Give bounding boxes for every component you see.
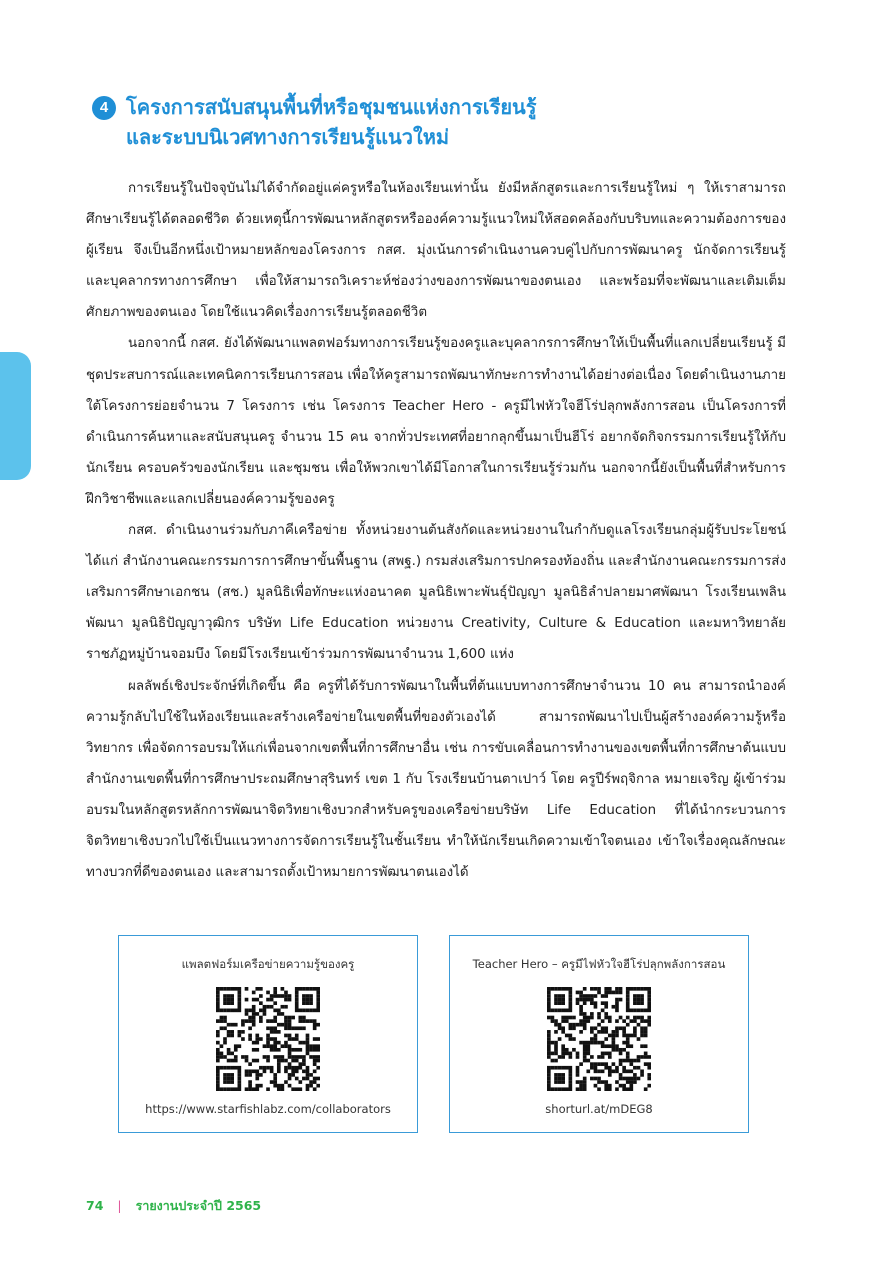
qr-code-icon[interactable] <box>216 987 320 1091</box>
page-number: 74 <box>86 1198 104 1213</box>
qr-card-teacher-hero <box>449 935 749 1133</box>
body-text <box>86 173 786 888</box>
section-title-line-1: โครงการสนับสนุนพื้นที่หรือชุมชนแห่งการเรียนรู้ <box>126 95 537 119</box>
qr-url-link[interactable]: https://www.starfishlabz.com/collaborators <box>145 1102 391 1116</box>
paragraph-4: ผลลัพธ์เชิงประจักษ์ที่เกิดขึ้น คือ ครูที่ได้รับการพัฒนาในพื้นที่ต้นแบบทางการศึกษาจำนวน 10 คน สามารถนำองค์ความรู้กลับไปใช้ในห้องเรียนและสร้างเครือข่ายในเขตพื้นที่ของตัวเองได้ สามารถพัฒนาไปเป็นผู้สร้างองค์ความรู้หรือวิทยากร เพื่อจัดการอบรมให้แก่เพื่อนจากเขตพื้นที่การศึกษาอื่น เช่น การขับเคลื่อนการทำงานของเขตพื้นที่การศึกษาต้นแบบ สำนักงานเขตพื้นที่การศึกษาประถมศึกษาสุรินทร์ เขต 1 กับ โรงเรียนบ้านตาเปาว์ โดย ครูปีร์พฤจิกาล หมายเจริญ ผู้เข้าร่วมอบรมในหลักสูตรหลักการพัฒนาจิตวิทยาเชิงบวกสำหรับครูของเครือข่ายบริษัท Life Education ที่ได้นำกระบวนการจิตวิทยาเชิงบวกไปใช้เป็นแนวทางการจัดการเรียนรู้ในชั้นเรียน ทำให้นักเรียนเกิดความเข้าใจตนเอง เข้าใจเรื่องคุณลักษณะทางบวกที่ดีของตนเอง และสามารถตั้งเป้าหมายการพัฒนาตนเองได้ <box>86 678 786 881</box>
qr-caption: แพลตฟอร์มเครือข่ายความรู้ของครู <box>181 957 355 971</box>
report-title: รายงานประจำปี 2565 <box>135 1198 262 1213</box>
qr-caption: Teacher Hero – ครูมีไฟหัวใจฮีโร่ปลุกพลังการสอน <box>472 957 726 971</box>
paragraph-1: การเรียนรู้ในปัจจุบันไม่ได้จำกัดอยู่แค่ครูหรือในห้องเรียนเท่านั้น ยังมีหลักสูตรและการเรียนรู้ใหม่ ๆ ให้เราสามารถศึกษาเรียนรู้ได้ตลอดชีวิต ด้วยเหตุนี้การพัฒนาหลักสูตรหรือองค์ความรู้แนวใหม่ให้สอดคล้องกับบริบทและความต้องการของผู้เรียน จึงเป็นอีกหนึ่งเป้าหมายหลักของโครงการ กสศ. มุ่งเน้นการดำเนินงานควบคู่ไปกับการพัฒนาครู นักจัดการเรียนรู้ และบุคลากรทางการศึกษา เพื่อให้สามารถวิเคราะห์ช่องว่างของการพัฒนาของตนเอง และพร้อมที่จะพัฒนาและเติมเต็มศักยภาพของตนเอง โดยใช้แนวคิดเรื่องการเรียนรู้ตลอดชีวิต <box>86 181 786 321</box>
paragraph-2: นอกจากนี้ กสศ. ยังได้พัฒนาแพลตฟอร์มทางการเรียนรู้ของครูและบุคลากรการศึกษาให้เป็นพื้นที่แลกเปลี่ยนเรียนรู้ มีชุดประสบการณ์และเทคนิคการเรียนการสอน เพื่อให้ครูสามารถพัฒนาทักษะการทำงานได้อย่างต่อเนื่อง โดยดำเนินงานภายใต้โครงการย่อยจำนวน 7 โครงการ เช่น โครงการ Teacher Hero - ครูมีไฟหัวใจฮีโร่ปลุกพลังการสอน เป็นโครงการที่ดำเนินการค้นหาและสนับสนุนครู จำนวน 15 คน จากทั่วประเทศที่อยากลุกขึ้นมาเป็นฮีโร่ อยากจัดกิจกรรมการเรียนรู้ให้กับนักเรียน ครอบครัวของนักเรียน และชุมชน เพื่อให้พวกเขาได้มีโอกาสในการเรียนรู้ร่วมกัน นอกจากนี้ยังเป็นพื้นที่สำหรับการฝึกวิชาชีพและแลกเปลี่ยนองค์ความรู้ของครู <box>86 336 786 507</box>
side-tab-marker <box>0 352 31 480</box>
page-footer <box>86 1196 261 1216</box>
paragraph-3: กสศ. ดำเนินงานร่วมกับภาคีเครือข่าย ทั้งหน่วยงานต้นสังกัดและหน่วยงานในกำกับดูแลโรงเรียนกลุ่มผู้รับประโยชน์ ได้แก่ สำนักงานคณะกรรมการการศึกษาขั้นพื้นฐาน (สพฐ.) กรมส่งเสริมการปกครองท้องถิ่น และสำนักงานคณะกรรมการส่งเสริมการศึกษาเอกชน (สช.) มูลนิธิเพื่อทักษะแห่งอนาคต มูลนิธิเพาะพันธุ์ปัญญา มูลนิธิลำปลายมาศพัฒนา โรงเรียนเพลินพัฒนา มูลนิธิปัญญาวุฒิกร บริษัท Life Education หน่วยงาน Creativity, Culture & Education และมหาวิทยาลัยราชภัฏหมู่บ้านจอมบึง โดยมีโรงเรียนเข้าร่วมการพัฒนาจำนวน 1,600 แห่ง <box>86 523 786 663</box>
qr-card-teacher-platform <box>118 935 418 1133</box>
section-title-line-2: และระบบนิเวศทางการเรียนรู้แนวใหม่ <box>126 125 450 149</box>
footer-separator: | <box>117 1198 122 1213</box>
qr-code-icon[interactable] <box>547 987 651 1091</box>
qr-url-link[interactable]: shorturl.at/mDEG8 <box>545 1102 653 1116</box>
section-heading <box>92 92 812 152</box>
section-number-badge: 4 <box>92 96 116 120</box>
